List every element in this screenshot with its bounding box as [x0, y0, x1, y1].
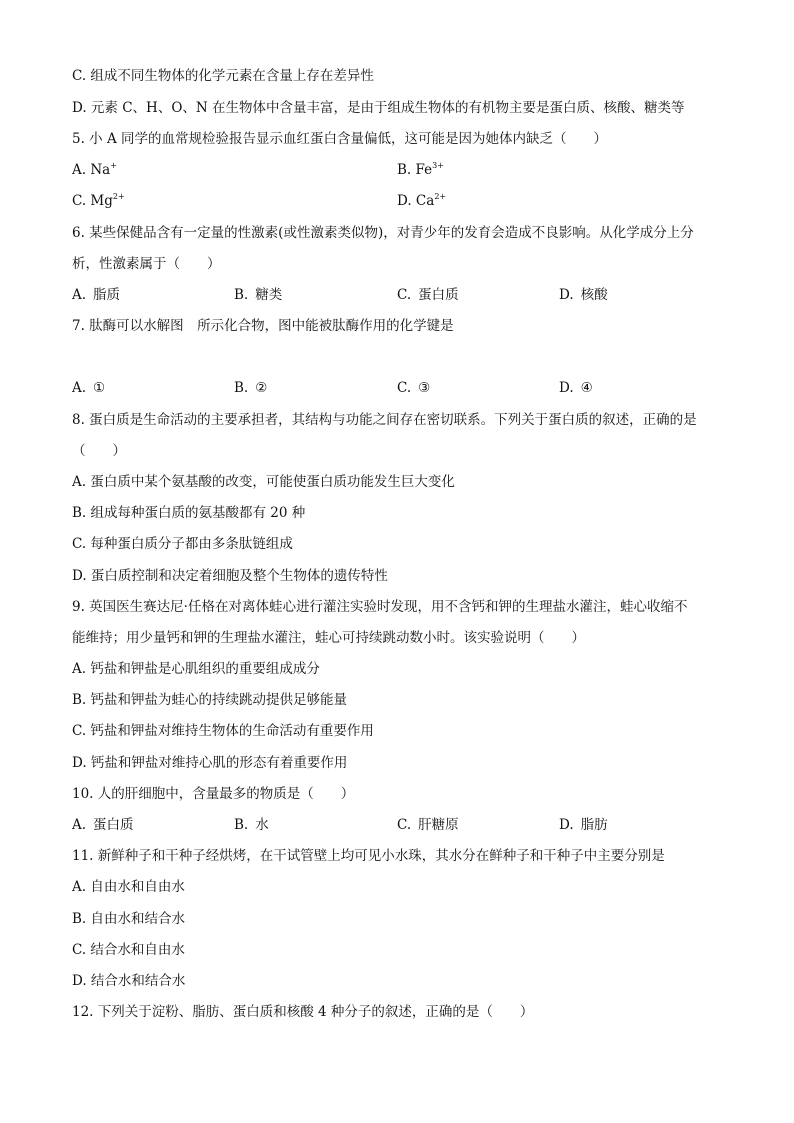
q11-option-b: B. 自由水和结合水 [72, 911, 186, 927]
q9-option-b: B. 钙盐和钾盐为蛙心的持续跳动提供足够能量 [72, 692, 348, 708]
q10-option-c: C. 肝糖原 [397, 817, 459, 833]
q10-option-a: A. 蛋白质 [72, 817, 134, 833]
q9-option-d: D. 钙盐和钾盐对维持心肌的形态有着重要作用 [72, 755, 348, 771]
q7-option-d: D. ④ [559, 380, 593, 396]
q5-options-row-1 [72, 160, 722, 180]
q7-stem: 7. 肽酶可以水解图 所示化合物，图中能被肽酶作用的化学键是 [72, 318, 454, 334]
q8-stem-line-2: （ ） [72, 443, 126, 459]
q11-option-a: A. 自由水和自由水 [72, 879, 185, 895]
q8-stem-line-1: 8. 蛋白质是生命活动的主要承担者，其结构与功能之间存在密切联系。下列关于蛋白质的叙述，正确的是 [72, 412, 697, 428]
q6-stem-line-2: 析，性激素属于（ ） [72, 256, 221, 272]
q4-option-d: D. 元素 C、H、O、N 在生物体中含量丰富，是由于组成生物体的有机物主要是蛋白质、核酸、糖类等 [72, 100, 685, 116]
q9-option-a: A. 钙盐和钾盐是心肌组织的重要组成成分 [72, 661, 320, 677]
q8-option-d: D. 蛋白质控制和决定着细胞及整个生物体的遗传特性 [72, 568, 388, 584]
q10-option-d: D. 脂肪 [559, 817, 608, 833]
q4-option-c: C. 组成不同生物体的化学元素在含量上存在差异性 [72, 68, 374, 84]
q6-option-b: B. 糖类 [234, 287, 283, 303]
q5-stem: 5. 小 A 同学的血常规检验报告显示血红蛋白含量偏低，这可能是因为她体内缺乏（ ） [72, 131, 608, 147]
q6-options-row [72, 285, 722, 305]
q11-option-c: C. 结合水和自由水 [72, 942, 185, 958]
q6-option-a: A. 脂质 [72, 287, 121, 303]
q12-stem: 12. 下列关于淀粉、脂肪、蛋白质和核酸 4 种分子的叙述，正确的是（ ） [72, 1004, 534, 1020]
q5-option-c: C. $Mg^{2+}$ [72, 192, 125, 209]
q10-options-row [72, 815, 722, 835]
q9-stem-line-1: 9. 英国医生赛达尼·任格在对离体蛙心进行灌注实验时发现，用不含钙和钾的生理盐水灌注，蛙心收缩不 [72, 599, 688, 615]
q5-option-d: D. $Ca^{2+}$ [397, 192, 447, 209]
q9-stem-line-2: 能维持；用少量钙和钾的生理盐水灌注，蛙心可持续跳动数小时。该实验说明（ ） [72, 630, 585, 646]
q6-stem-line-1: 6. 某些保健品含有一定量的性激素(或性激素类似物)，对青少年的发育会造成不良影响。从化学成分上分 [72, 225, 694, 241]
q10-stem: 10. 人的肝细胞中，含量最多的物质是（ ） [72, 786, 355, 802]
q5-option-a: A. Na+ [72, 161, 117, 178]
q6-option-c: C. 蛋白质 [397, 287, 459, 303]
q7-option-c: C. ③ [397, 380, 431, 396]
q8-option-c: C. 每种蛋白质分子都由多条肽链组成 [72, 536, 293, 552]
q11-option-d: D. 结合水和结合水 [72, 973, 186, 989]
q11-stem: 11. 新鲜种子和干种子经烘烤，在干试管壁上均可见小水珠，其水分在鲜种子和干种子中主要分别是 [72, 848, 665, 864]
q7-option-b: B. ② [234, 380, 268, 396]
q9-option-c: C. 钙盐和钾盐对维持生物体的生命活动有重要作用 [72, 723, 374, 739]
q10-option-b: B. 水 [234, 817, 269, 833]
q7-option-a: A. ① [72, 380, 106, 396]
q8-option-a: A. 蛋白质中某个氨基酸的改变，可能使蛋白质功能发生巨大变化 [72, 474, 455, 490]
q6-option-d: D. 核酸 [559, 287, 608, 303]
q7-options-row [72, 378, 722, 398]
q5-option-b: B. $Fe^{3+}$ [397, 161, 444, 178]
q8-option-b: B. 组成每种蛋白质的氨基酸都有 20 种 [72, 505, 306, 521]
q5-options-row-2 [72, 191, 722, 211]
